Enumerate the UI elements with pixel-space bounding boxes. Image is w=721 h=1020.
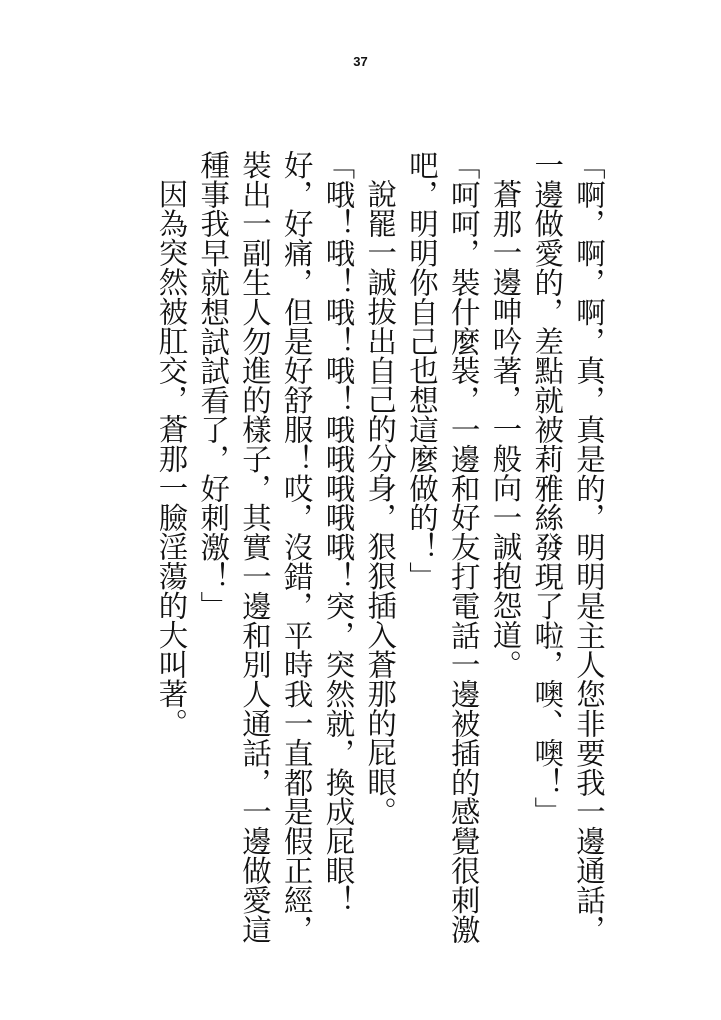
paragraph: 因為突然被肛交，蒼那一臉淫蕩的大叫著。 [154, 179, 189, 738]
paragraph: 蒼那一邊呻吟著，一般向一誠抱怨道。 [488, 179, 523, 680]
paragraph: 「啊，啊，啊，真，真是的，明明是主人您非要我一邊通話，一邊做愛的，差點就被莉雅絲發現了啦，噢、噢！」 [530, 150, 606, 944]
paragraph: 「呵呵，裝什麼裝，一邊和好友打電話一邊被插的感覺很刺激吧，明明你自己也想這麼做的！」 [405, 150, 481, 944]
paragraph: 說罷一誠拔出自己的分身，狠狠插入蒼那的屁眼。 [363, 179, 398, 827]
page-number: 37 [353, 54, 368, 69]
paragraph: 「哦！哦！哦！哦！哦哦哦哦哦！突，突然就，換成屁眼！好，好痛，但是好舒服！哎，沒錯，平時我一直都是假正經，裝出一副生人勿進的樣子，其實一邊和別人通話，一邊做愛這種事我早就想試試看了，好刺激！」 [196, 150, 356, 944]
vertical-text-body [150, 150, 609, 950]
